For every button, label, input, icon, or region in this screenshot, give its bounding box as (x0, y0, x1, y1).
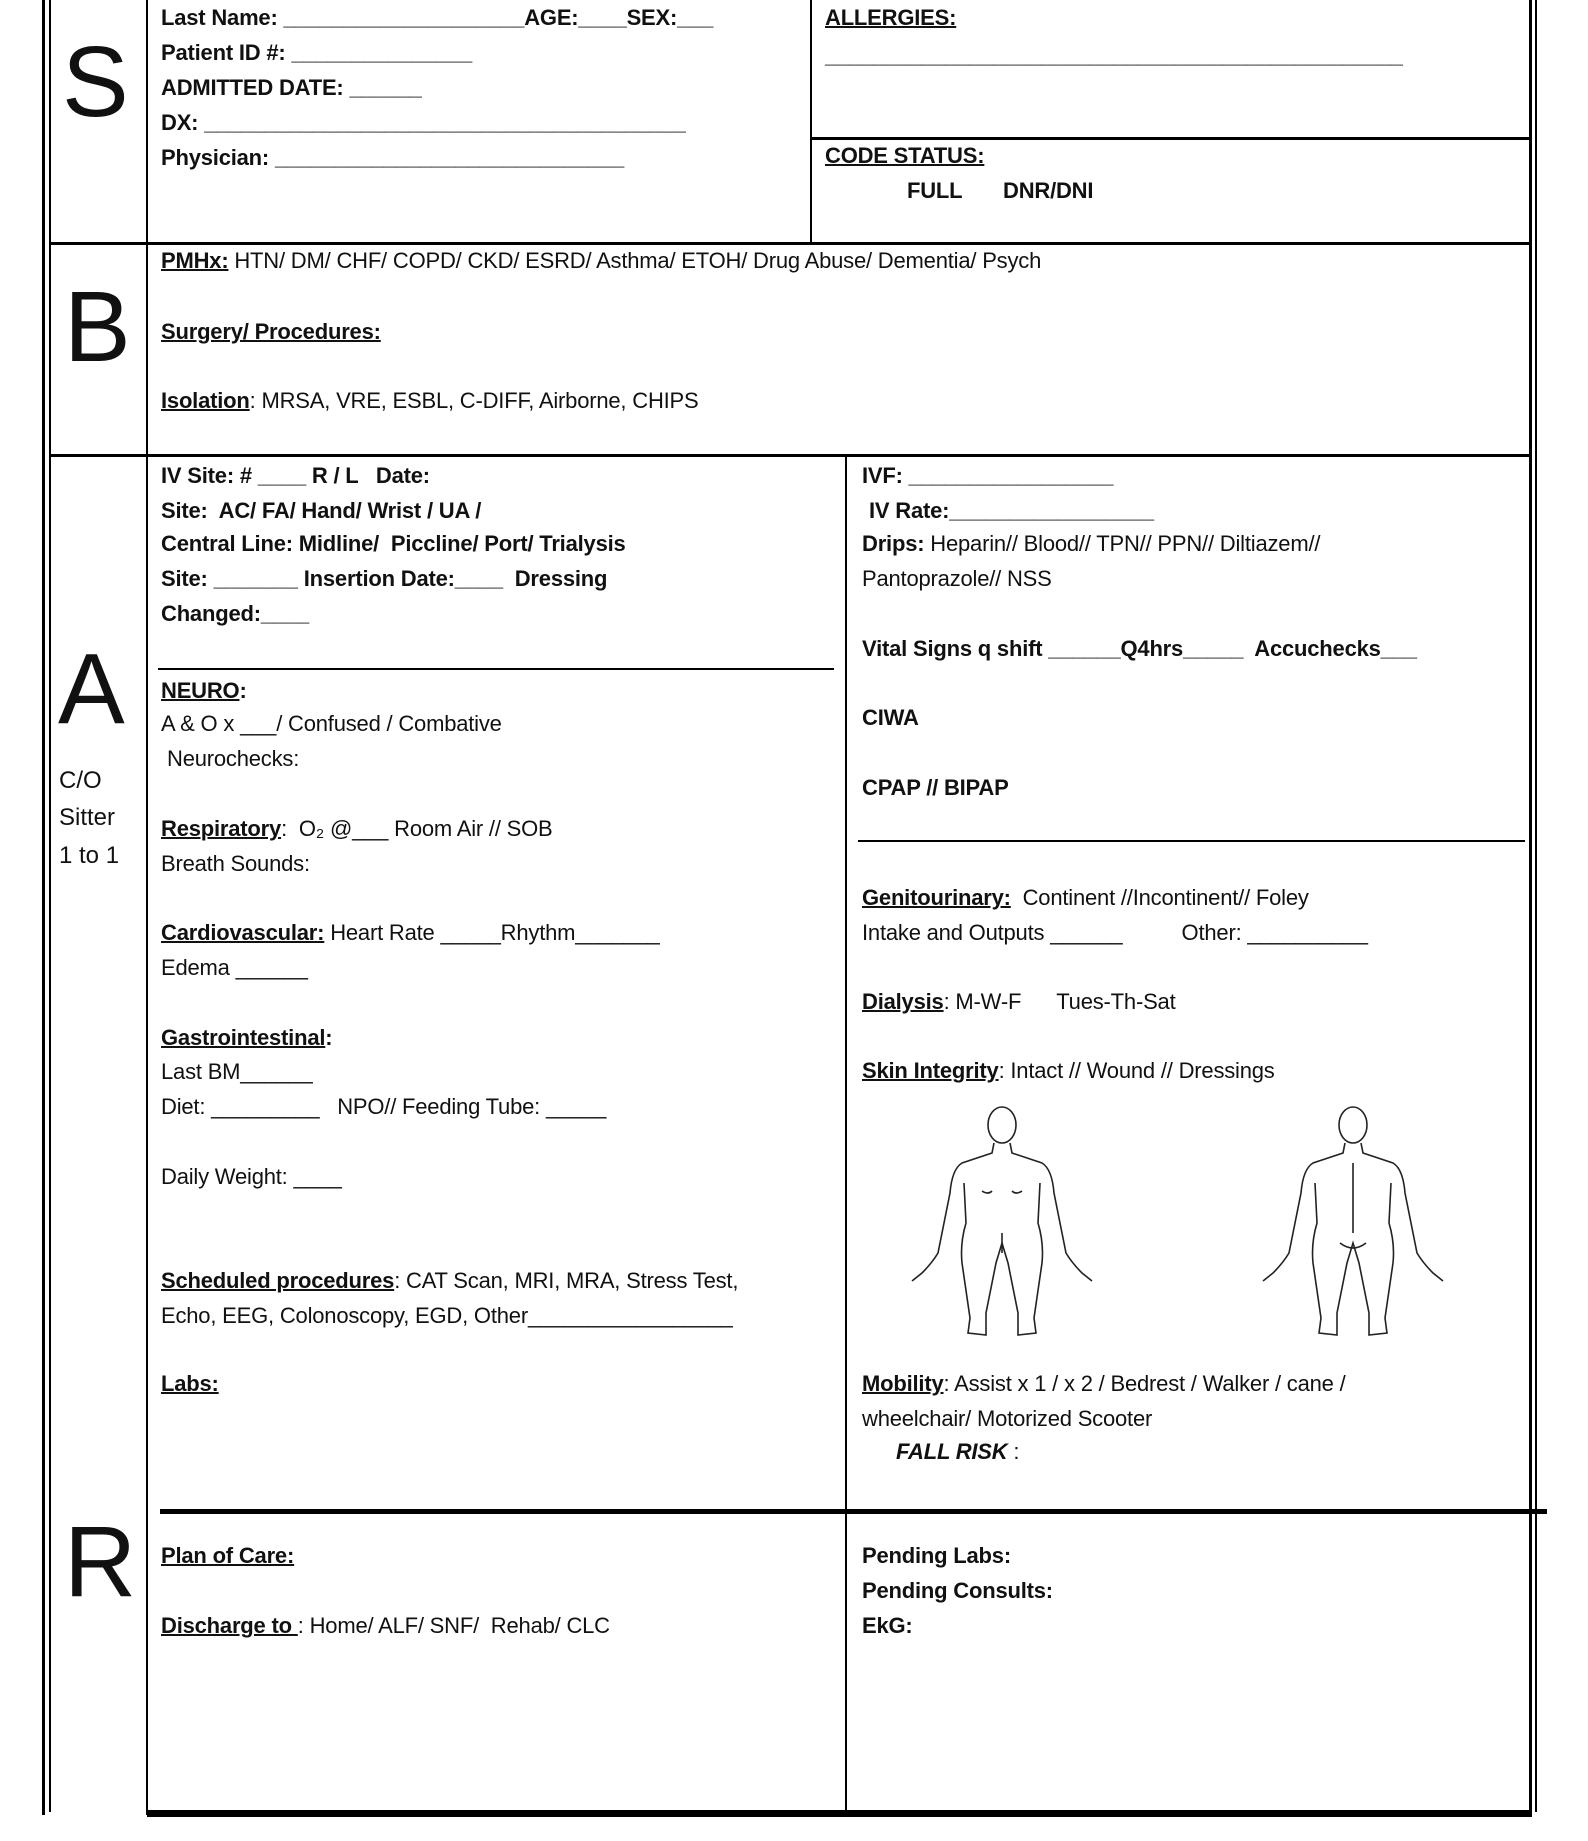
a-column-divider (845, 456, 847, 1815)
scheduled-procedures-line-2: Echo, EEG, Colonoscopy, EGD, Other_________________ (161, 1303, 733, 1328)
scheduled-options: : CAT Scan, MRI, MRA, Stress Test, (394, 1268, 739, 1293)
gu-line (862, 884, 1309, 912)
section-letter-b: B (64, 271, 131, 383)
allergy-divider (811, 137, 1531, 140)
sex-label: SEX:___ (626, 5, 714, 30)
body-front-figure (882, 1103, 1122, 1340)
fall-risk-colon: : (1007, 1439, 1020, 1464)
ivf-line: IVF: _________________ (862, 463, 1114, 488)
outer-left-border (42, 0, 45, 1815)
dialysis-options: : M-W-F Tues-Th-Sat (943, 989, 1176, 1014)
section-letter-a: A (58, 633, 125, 745)
code-dnr-option[interactable]: DNR/DNI (1003, 178, 1094, 203)
skin-options: : Intact // Wound // Dressings (998, 1058, 1275, 1083)
drips-label: Drips: (862, 531, 925, 556)
ciwa-line: CIWA (862, 705, 919, 730)
outer-right-border-outer (1535, 0, 1537, 1812)
co-label: C/O (59, 767, 102, 794)
cpap-gu-divider (858, 840, 1525, 842)
s-column-divider (810, 0, 812, 244)
dx-field[interactable]: DX: ________________________________________ (161, 110, 686, 135)
neuro-heading (161, 677, 247, 705)
iv-neuro-divider (158, 668, 834, 670)
site-line: Site: AC/ FA/ Hand/ Wrist / UA / (161, 498, 482, 523)
mobility-line (862, 1370, 1346, 1398)
dialysis-label: Dialysis (862, 989, 944, 1014)
gu-options: Continent //Incontinent// Foley (1010, 885, 1309, 910)
s-b-divider (49, 242, 1531, 245)
intake-line: Intake and Outputs ______ Other: __________ (862, 920, 1368, 945)
changed-line: Changed:____ (161, 601, 309, 626)
isolation-options: : MRSA, VRE, ESBL, C-DIFF, Airborne, CHIPS (249, 388, 699, 413)
code-full-option[interactable]: FULL (907, 178, 963, 203)
iv-site-line: IV Site: # ____ R / L Date: (161, 463, 430, 488)
drips-options: Heparin// Blood// TPN// PPN// Diltiazem// (924, 531, 1321, 556)
drips-line-2: Pantoprazole// NSS (862, 566, 1052, 591)
plan-of-care-heading: Plan of Care: (161, 1543, 295, 1568)
code-status-heading: CODE STATUS: (825, 143, 985, 168)
respiratory-options: : O₂ @___ Room Air // SOB (281, 816, 553, 841)
mobility-options: : Assist x 1 / x 2 / Bedrest / Walker / cane / (943, 1371, 1346, 1396)
discharge-options: : Home/ ALF/ SNF/ Rehab/ CLC (297, 1613, 610, 1638)
gi-colon: : (325, 1025, 333, 1050)
scheduled-label: Scheduled procedures (161, 1268, 395, 1293)
skin-line (862, 1057, 1275, 1085)
outer-right-border (1529, 0, 1532, 1815)
diet-line: Diet: _________ NPO// Feeding Tube: _____ (161, 1094, 607, 1119)
surgery-heading: Surgery/ Procedures: (161, 319, 381, 344)
ao-line: A & O x ___/ Confused / Combative (161, 711, 502, 736)
physician-field[interactable]: Physician: _____________________________ (161, 145, 624, 170)
mobility-label: Mobility (862, 1371, 944, 1396)
allergies-field[interactable]: ________________________________________________ (825, 43, 1403, 68)
cpap-line: CPAP // BIPAP (862, 775, 1009, 800)
isolation-line (161, 387, 699, 415)
patient-id-field[interactable]: Patient ID #: _______________ (161, 40, 472, 65)
cardio-label: Cardiovascular: (161, 920, 325, 945)
iv-rate-line: IV Rate:_________________ (869, 498, 1154, 523)
admitted-date-field[interactable]: ADMITTED DATE: ______ (161, 75, 422, 100)
sitter-label: Sitter (59, 804, 116, 831)
drips-line (862, 530, 1320, 558)
pmhx-label: PMHx: (161, 248, 229, 273)
letter-column-border (146, 0, 148, 1815)
discharge-line (161, 1612, 610, 1640)
fall-risk-label: FALL RISK (896, 1439, 1008, 1464)
last-bm-line: Last BM______ (161, 1059, 313, 1084)
ekg-heading: EkG: (862, 1613, 913, 1638)
neuro-colon: : (239, 678, 247, 703)
scheduled-procedures-line (161, 1267, 738, 1295)
outer-left-border-inner (49, 0, 51, 1812)
site-insertion-line: Site: _______ Insertion Date:____ Dressing (161, 566, 608, 591)
one-to-one-label: 1 to 1 (59, 842, 120, 869)
respiratory-line (161, 815, 553, 843)
isolation-label: Isolation (161, 388, 250, 413)
fall-risk-line (896, 1438, 1019, 1466)
vital-signs-line: Vital Signs q shift ______Q4hrs_____ Accuchecks___ (862, 636, 1417, 661)
discharge-label: Discharge to (161, 1613, 298, 1638)
gu-label: Genitourinary: (862, 885, 1011, 910)
central-line: Central Line: Midline/ Piccline/ Port/ Trialysis (161, 531, 626, 556)
skin-label: Skin Integrity (862, 1058, 999, 1083)
a-r-divider (160, 1509, 1547, 1514)
gi-heading (161, 1024, 332, 1052)
dialysis-line (862, 988, 1176, 1016)
pending-consults-heading: Pending Consults: (862, 1578, 1053, 1603)
labs-heading: Labs: (161, 1371, 219, 1396)
section-letter-r: R (64, 1506, 137, 1618)
allergies-heading: ALLERGIES: (825, 5, 957, 30)
pmhx-options: HTN/ DM/ CHF/ COPD/ CKD/ ESRD/ Asthma/ ETOH/ Drug Abuse/ Dementia/ Psych (228, 248, 1042, 273)
pmhx-line (161, 247, 1041, 275)
daily-weight-line: Daily Weight: ____ (161, 1164, 342, 1189)
bottom-border (147, 1810, 1532, 1817)
b-a-divider (49, 454, 1531, 457)
cardio-line (161, 919, 660, 947)
age-label: AGE:____ (524, 5, 627, 30)
pending-labs-heading: Pending Labs: (862, 1543, 1011, 1568)
respiratory-label: Respiratory (161, 816, 282, 841)
gi-label: Gastrointestinal (161, 1025, 326, 1050)
last-name-field[interactable] (161, 4, 713, 32)
breath-sounds-line: Breath Sounds: (161, 851, 310, 876)
neuro-label: NEURO (161, 678, 240, 703)
mobility-line-2: wheelchair/ Motorized Scooter (862, 1406, 1153, 1431)
neurochecks-line: Neurochecks: (167, 746, 300, 771)
cardio-fields: Heart Rate _____Rhythm_______ (324, 920, 660, 945)
body-back-figure (1238, 1103, 1468, 1340)
last-name-label: Last Name: ____________________ (161, 5, 525, 30)
section-letter-s: S (62, 26, 129, 138)
edema-line: Edema ______ (161, 955, 308, 980)
